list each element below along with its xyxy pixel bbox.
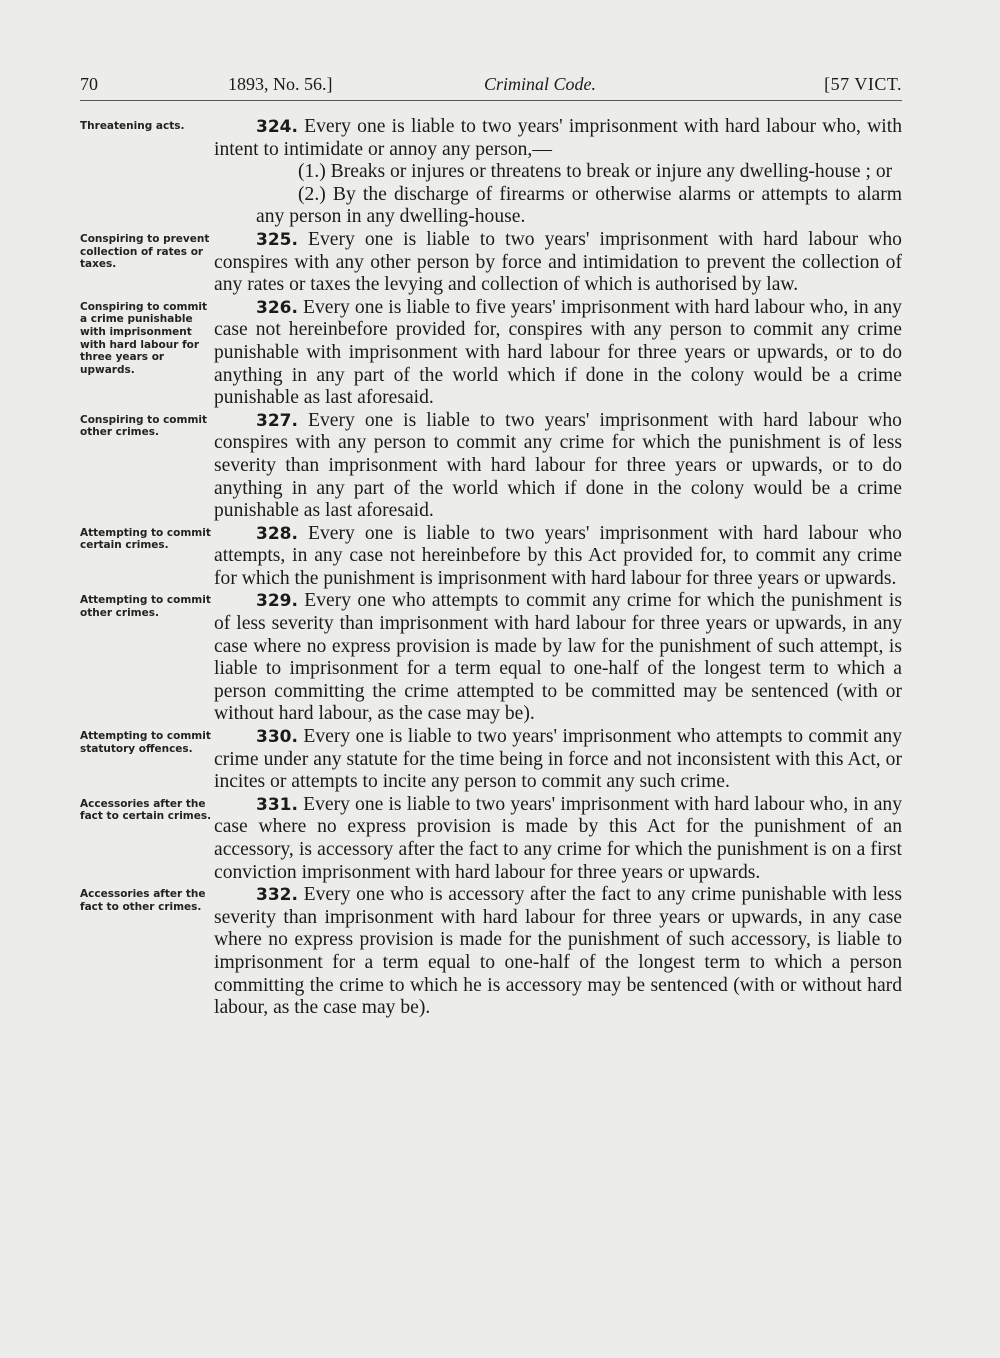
sidenote: Threatening acts. — [80, 120, 185, 132]
section-number: 331. — [256, 794, 298, 815]
section-body — [214, 884, 902, 1020]
section-326 — [80, 297, 902, 410]
section-number: 330. — [256, 727, 298, 748]
section-text: Every one is liable to five years' imprisonment with hard labour who, in any case not hereinbefore provided for, conspires with any person to commit any crime punishable with imprisonment with hard labour for three years or upwards, or to do anything in any part of the world which if done in the colony would be a crime punishable as last aforesaid. — [214, 296, 902, 409]
sidenote: Conspiring to commit other crimes. — [80, 413, 208, 439]
section-331 — [80, 794, 902, 884]
section-paragraph — [214, 523, 902, 591]
section-number: 332. — [256, 885, 298, 906]
section-number: 324. — [256, 117, 298, 137]
section-paragraph — [214, 590, 902, 726]
section-text: Every one is liable to two years' imprisonment with hard labour who attempts, in any case not hereinbefore by this Act provided for, to commit any crime for which the punishment is imprisonment with hard labour for three years or upwards. — [214, 522, 902, 589]
section-paragraph — [214, 794, 902, 884]
section-text: Every one is liable to two years' imprisonment with hard labour who conspires with any other person by force and intimidation to prevent the collection of any rates or taxes the levying and collection of which is authorised by law. — [214, 228, 902, 296]
section-paragraph — [214, 297, 902, 410]
section-328 — [80, 523, 902, 591]
section-number: 328. — [256, 523, 298, 544]
section-text: Every one is liable to two years' imprisonment with hard labour who conspires with any person to commit any crime for which the punishment is of less severity than imprisonment with hard labour for three years or upwards, or to do anything in any part of the world which if done in the colony would be a crime punishable as last aforesaid. — [214, 409, 902, 522]
section-paragraph — [214, 116, 902, 161]
section-paragraph — [214, 229, 902, 297]
section-text: Every one is liable to two years' imprisonment with hard labour who, with intent to intimidate or annoy any person,— — [214, 116, 902, 160]
section-number: 326. — [256, 297, 298, 318]
section-body — [214, 523, 902, 591]
section-paragraph — [214, 884, 902, 1020]
regnal-year: [57 VICT. — [824, 74, 902, 94]
subclause-label: (1.) — [298, 161, 326, 183]
section-327 — [80, 410, 902, 523]
section-number: 325. — [256, 229, 298, 250]
sidenote: Attempting to commit certain crimes. — [80, 526, 211, 552]
subclause-label: (2.) — [298, 183, 326, 205]
section-body — [214, 410, 902, 523]
section-body — [214, 794, 902, 884]
section-body — [214, 590, 902, 726]
section-332 — [80, 884, 902, 1020]
subclause — [214, 161, 902, 184]
act-reference: 1893, No. 56.] — [228, 74, 333, 94]
sidenote: Attempting to commit statutory offences. — [80, 730, 211, 755]
subclause-text: By the discharge of firearms or otherwise alarms or attempts to alarm any person in any dwelling-house. — [256, 183, 902, 228]
section-325 — [80, 229, 902, 297]
sections-container — [80, 116, 902, 1020]
running-title: Criminal Code. — [484, 74, 597, 94]
section-body — [214, 229, 902, 297]
section-324 — [80, 116, 902, 229]
section-text: Every one is liable to two years' imprisonment with hard labour who, in any case where no express provision is made by this Act for the punishment of an accessory, is accessory after the fact to any crime for which the punishment is on a first conviction imprisonment with hard labour for three years or upwards. — [214, 793, 902, 883]
section-text: Every one is liable to two years' imprisonment who attempts to commit any crime under any statute for the time being in force and not inconsistent with this Act, or incites or attempts to incite any person to commit any such crime. — [214, 726, 902, 793]
section-body — [214, 116, 902, 229]
section-paragraph — [214, 726, 902, 794]
section-number: 327. — [256, 410, 298, 431]
section-body — [214, 297, 902, 410]
sidenote: Accessories after the fact to other crimes. — [80, 888, 206, 913]
sidenote: Attempting to commit other crimes. — [80, 594, 211, 620]
subclause — [214, 184, 902, 229]
running-head — [80, 72, 902, 101]
section-329 — [80, 590, 902, 726]
sidenote: Conspiring to commit a crime punishable with imprisonment with hard labour for three years or upwards. — [80, 300, 208, 376]
section-body — [214, 726, 902, 794]
sidenote: Accessories after the fact to certain crimes. — [80, 797, 212, 823]
section-330 — [80, 726, 902, 794]
section-text: Every one who is accessory after the fact to any crime punishable with less severity than imprisonment with hard labour for three years or upwards, in any case where no express provision is made for the punishment of such accessory, is liable to imprisonment for a term equal to one-half of the longest term to which a person committing the crime to which he is accessory may be sentenced (with or without hard labour, as the case may be). — [214, 884, 902, 1019]
subclause-text: Breaks or injures or threatens to break or injure any dwelling-house ; or — [330, 161, 893, 183]
sidenote: Conspiring to prevent collection of rates or taxes. — [80, 232, 210, 271]
section-text: Every one who attempts to commit any crime for which the punishment is of less severity than imprisonment with hard labour for three years or upwards, in any case where no express provision is made by law for the punishment of such attempt, is liable to imprisonment for a term equal to one-half of the longest term to which a person committing the crime attempted to be committed may be sentenced (with or without hard labour, as the case may be). — [214, 590, 903, 725]
section-paragraph — [214, 410, 902, 523]
section-number: 329. — [256, 591, 298, 612]
page-number: 70 — [80, 74, 98, 94]
